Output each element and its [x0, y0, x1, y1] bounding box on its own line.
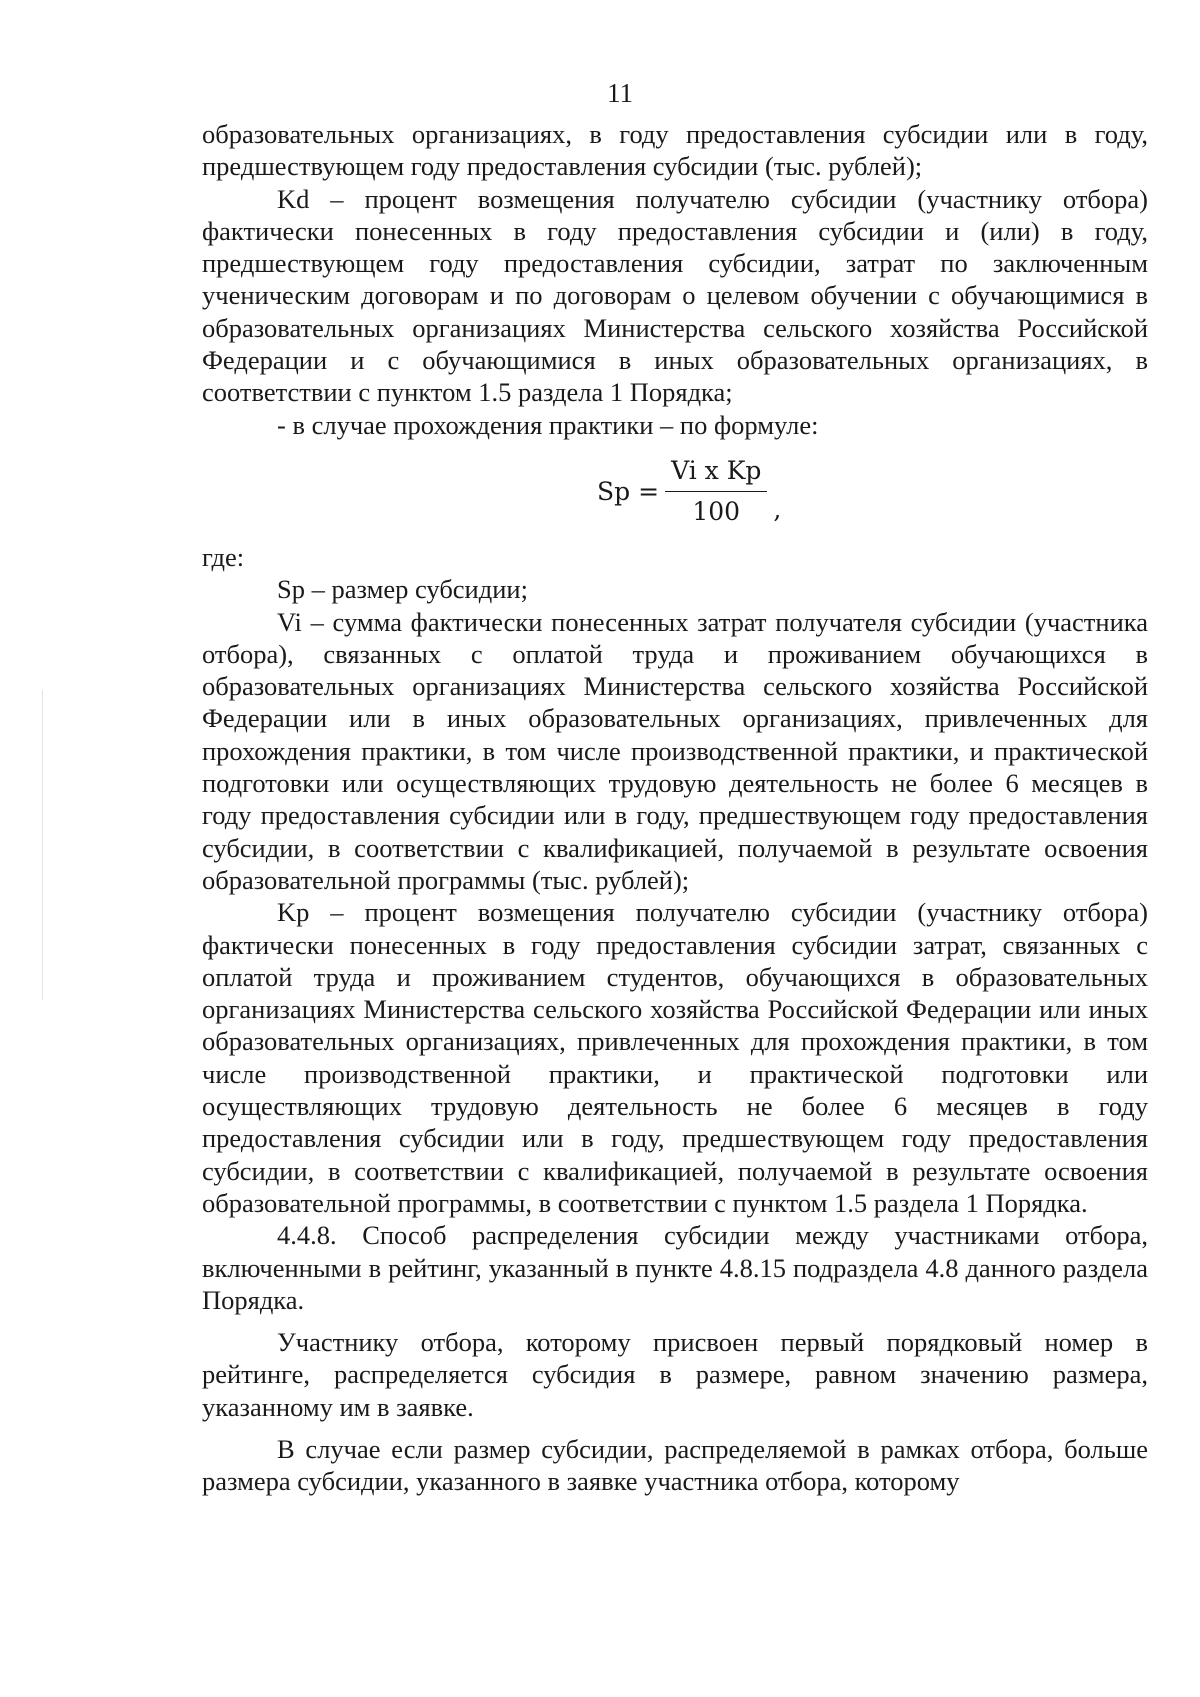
paragraph-practice-case: - в случае прохождения практики – по формуле: — [277, 409, 819, 440]
paragraph-continuation: образовательных организациях, в году предоставления субсидии или в году, предшествующем году предоставления субсидии (тыс. рублей); — [202, 119, 1148, 182]
paragraph-sp-definition: Sp – размер субсидии; — [277, 574, 528, 605]
paragraph-section-4-4-8: 4.4.8. Способ распределения субсидии между участниками отбора, включенными в рейтинг, указанный в пункте 4.8.15 подраздела 4.8 данного раздела Порядка. — [202, 1220, 1148, 1315]
paragraph-gap — [202, 1423, 1148, 1433]
paragraph-subsidy-case: В случае если размер субсидии, распределяемой в рамках отбора, больше размера субсидии, указанного в заявке участника отбора, которому — [202, 1433, 1148, 1497]
scan-margin-line — [42, 690, 43, 1000]
formula-denominator: 100 — [692, 497, 741, 527]
paragraph-gap — [202, 1316, 1148, 1326]
paragraph-kp-definition: Kp – процент возмещения получателю субсидии (участнику отбора) фактически понесенных в году предоставления субсидии затрат, связанных с оплатой труда и проживанием студентов, обучающихся в образовательных организациях Министерства сельского хозяйства Российской Федерации или иных образовательных организациях, привлеченных для прохождения практики, в том числе производственной практики, и практической подготовки или осуществляющих трудовую деятельность не более 6 месяцев в году предоставления субсидии или в году, предшествующем году предоставления субсидии, в соответствии с квалификацией, получаемой в результате освоения образовательной программы, в соответствии с пунктом 1.5 раздела 1 Порядка. — [202, 897, 1148, 1218]
document-body — [202, 118, 1148, 1498]
formula-numerator: Vi x Kp — [665, 455, 767, 492]
paragraph-vi-definition: Vi – сумма фактически понесенных затрат получателя субсидии (участника отбора), связанных с оплатой труда и проживанием обучающихся в образовательных организациях Министерства сельского хозяйства Российской Федерации или в иных образовательных организациях, привлеченных для прохождения практики, в том числе производственной практики, и практической подготовки или осуществляющих трудовую деятельность не более 6 месяцев в году предоставления субсидии или в году, предшествующем году предоставления субсидии, в соответствии с квалификацией, получаемой в результате освоения образовательной программы (тыс. рублей); — [202, 606, 1148, 895]
paragraph-kd-definition: Kd – процент возмещения получателю субсидии (участнику отбора) фактически понесенных в году предоставления субсидии и (или) в году, предшествующем году предоставления субсидии, затрат по заключенным ученическим договорам и по договорам о целевом обучении с обучающимися в образовательных организациях Министерства сельского хозяйства Российской Федерации и с обучающимися в иных образовательных организациях, в соответствии с пунктом 1.5 раздела 1 Порядка; — [202, 183, 1148, 408]
formula-sp — [597, 455, 781, 529]
page-number: 11 — [607, 78, 633, 108]
paragraph-first-rank: Участнику отбора, которому присвоен первый порядковый номер в рейтинге, распределяется субсидия в размере, равном значению размера, указанному им в заявке. — [202, 1327, 1148, 1422]
formula-lhs: Sp — [597, 476, 631, 506]
formula-trailing-comma: , — [773, 495, 782, 525]
paragraph-where: где: — [202, 541, 245, 572]
formula-fraction — [665, 455, 767, 529]
formula-equals-sign: = — [638, 476, 660, 506]
formula-block — [202, 441, 1148, 541]
